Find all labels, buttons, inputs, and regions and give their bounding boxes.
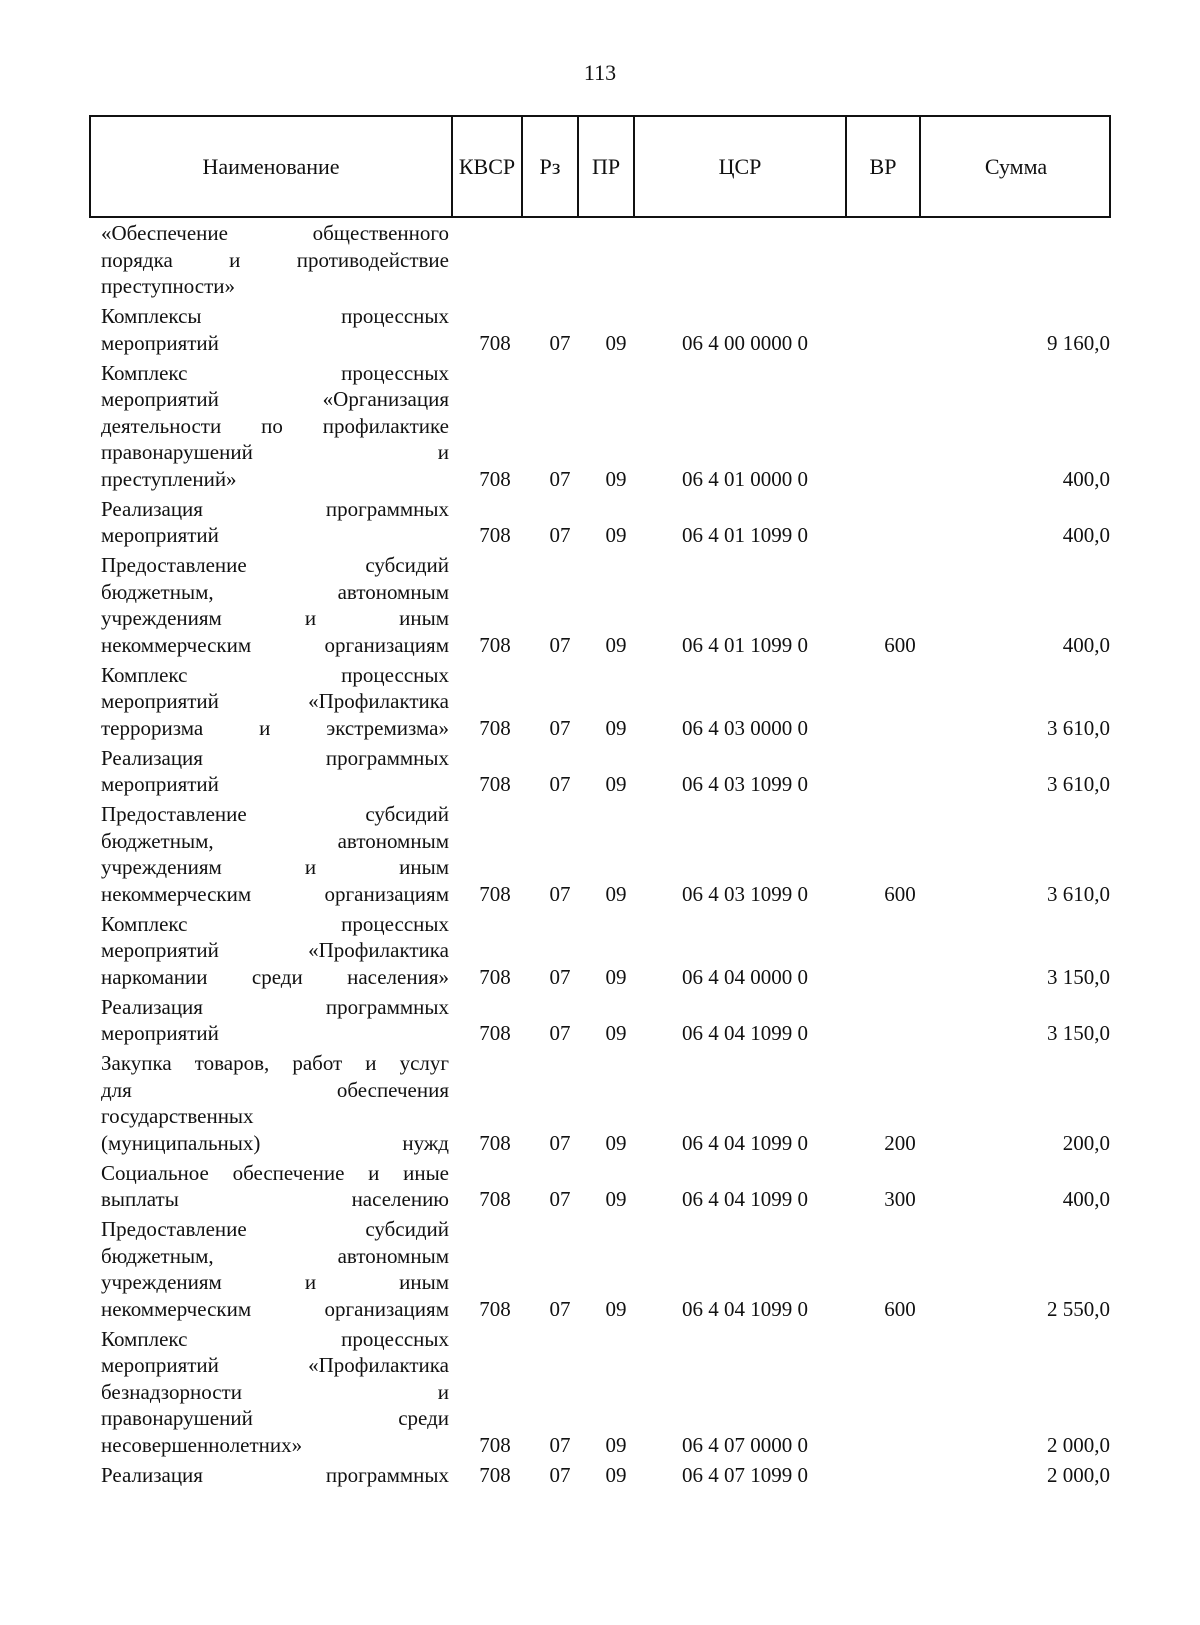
row-name-line: бюджетным, автономным: [101, 828, 449, 853]
column-header-kvsr: КВСР: [458, 153, 516, 179]
row-pr: 09: [605, 632, 627, 657]
row-rz: 07: [549, 715, 571, 740]
row-pr: 09: [605, 1296, 627, 1321]
row-kvsr: 708: [479, 1021, 511, 1045]
row-name-line: некоммерческим организациям: [101, 632, 449, 657]
column-header-vr: ВР: [869, 153, 897, 179]
row-kvsr: 708: [479, 881, 511, 906]
table-row: [0, 1050, 1200, 1156]
row-sum: 9 160,0: [1047, 330, 1110, 355]
row-csr: 06 4 01 1099 0: [682, 523, 808, 547]
row-csr: 06 4 03 1099 0: [682, 772, 808, 796]
row-vr: 600: [884, 632, 916, 657]
row-name-line: Комплекс процессных: [101, 360, 449, 385]
row-rz: 07: [549, 632, 571, 657]
table-row: [0, 552, 1200, 658]
row-rz: 07: [549, 330, 571, 355]
row-sum: 400,0: [1062, 1187, 1110, 1211]
row-rz: 07: [549, 1432, 571, 1457]
row-name-line: мероприятий: [101, 1021, 219, 1045]
row-rz: 07: [549, 1187, 571, 1211]
row-name-line: терроризма и экстремизма»: [101, 715, 449, 740]
row-name-line: наркомании среди населения»: [101, 964, 449, 989]
row-pr: 09: [605, 1130, 627, 1155]
row-rz: 07: [549, 1296, 571, 1321]
row-vr: 600: [884, 881, 916, 906]
row-kvsr: 708: [479, 1130, 511, 1155]
row-sum: 400,0: [1062, 632, 1110, 657]
row-pr: 09: [605, 1021, 627, 1045]
row-vr: 600: [884, 1296, 916, 1321]
row-pr: 09: [605, 523, 627, 547]
row-name: [101, 994, 449, 1047]
row-name: [101, 662, 449, 742]
table-row: [0, 911, 1200, 991]
row-name: [101, 745, 449, 798]
row-name-line: правонарушений и: [101, 440, 449, 464]
row-pr: 09: [605, 1187, 627, 1211]
row-kvsr: 708: [479, 523, 511, 547]
table-row: [0, 360, 1200, 493]
row-name-line: (муниципальных) нужд: [101, 1130, 449, 1155]
table-row: [0, 1462, 1200, 1489]
row-sum: 200,0: [1062, 1130, 1110, 1155]
row-rz: 07: [549, 1021, 571, 1045]
table-header: [89, 115, 1111, 218]
table-row: [0, 745, 1200, 798]
row-csr: 06 4 01 1099 0: [682, 632, 808, 657]
row-name-line: учреждениям и иным: [101, 1270, 449, 1294]
row-sum: 3 610,0: [1047, 715, 1110, 740]
row-name-line: некоммерческим организациям: [101, 1296, 449, 1321]
row-name-line: Закупка товаров, работ и услуг: [101, 1051, 449, 1075]
row-csr: 06 4 04 1099 0: [682, 1187, 808, 1211]
row-rz: 07: [549, 1462, 571, 1487]
row-sum: 3 610,0: [1047, 772, 1110, 796]
row-name: [101, 801, 449, 907]
row-sum: 2 000,0: [1047, 1462, 1110, 1487]
column-header-sum: Сумма: [984, 153, 1048, 179]
row-name-line: для обеспечения: [101, 1077, 449, 1102]
row-name-line: некоммерческим организациям: [101, 881, 449, 906]
row-kvsr: 708: [479, 1296, 511, 1321]
row-name-line: выплаты населению: [101, 1187, 449, 1211]
column-header-csr: ЦСР: [718, 153, 762, 179]
table-row: [0, 662, 1200, 742]
row-vr: 200: [884, 1130, 916, 1155]
row-kvsr: 708: [479, 964, 511, 989]
row-sum: 2 000,0: [1047, 1432, 1110, 1457]
row-rz: 07: [549, 772, 571, 796]
row-name-line: учреждениям и иным: [101, 606, 449, 630]
table-row: [0, 1326, 1200, 1459]
row-name: [101, 220, 449, 300]
row-name-line: учреждениям и иным: [101, 855, 449, 879]
row-csr: 06 4 04 0000 0: [682, 964, 808, 989]
row-pr: 09: [605, 715, 627, 740]
row-kvsr: 708: [479, 1462, 511, 1487]
row-sum: 2 550,0: [1047, 1296, 1110, 1321]
page-number: 113: [583, 60, 617, 85]
row-name-line: безнадзорности и: [101, 1379, 449, 1404]
row-kvsr: 708: [479, 632, 511, 657]
row-sum: 3 150,0: [1047, 1021, 1110, 1045]
row-name-line: деятельности по профилактике: [101, 413, 449, 438]
table-row: [0, 220, 1200, 300]
row-sum: 400,0: [1062, 523, 1110, 547]
row-pr: 09: [605, 964, 627, 989]
row-name-line: преступлений»: [101, 466, 237, 491]
row-rz: 07: [549, 1130, 571, 1155]
row-csr: 06 4 04 1099 0: [682, 1021, 808, 1045]
row-name-line: мероприятий «Профилактика: [101, 938, 449, 962]
table-row: [0, 801, 1200, 907]
row-name-line: государственных: [101, 1104, 254, 1128]
row-csr: 06 4 01 0000 0: [682, 466, 808, 491]
row-name: [101, 1216, 449, 1322]
row-name: [101, 360, 449, 493]
row-name-line: бюджетным, автономным: [101, 1243, 449, 1268]
row-name-line: Комплекс процессных: [101, 1326, 449, 1351]
row-name-line: Комплекс процессных: [101, 911, 449, 936]
row-name-line: бюджетным, автономным: [101, 579, 449, 604]
row-kvsr: 708: [479, 330, 511, 355]
table-row: [0, 994, 1200, 1047]
row-name: [101, 1462, 449, 1489]
row-name-line: порядка и противодействие: [101, 247, 449, 272]
row-name-line: несовершеннолетних»: [101, 1432, 303, 1457]
row-name-line: Реализация программных: [101, 496, 449, 521]
row-csr: 06 4 03 1099 0: [682, 881, 808, 906]
row-name-line: правонарушений среди: [101, 1406, 449, 1430]
row-name-line: преступности»: [101, 274, 236, 298]
row-name-line: мероприятий «Профилактика: [101, 689, 449, 713]
row-name-line: мероприятий: [101, 523, 219, 547]
row-kvsr: 708: [479, 715, 511, 740]
row-rz: 07: [549, 964, 571, 989]
row-name-line: мероприятий «Организация: [101, 387, 449, 411]
row-pr: 09: [605, 772, 627, 796]
row-name-line: Реализация программных: [101, 745, 449, 770]
row-kvsr: 708: [479, 772, 511, 796]
row-rz: 07: [549, 523, 571, 547]
row-rz: 07: [549, 881, 571, 906]
row-csr: 06 4 03 0000 0: [682, 715, 808, 740]
row-rz: 07: [549, 466, 571, 491]
row-pr: 09: [605, 1432, 627, 1457]
row-pr: 09: [605, 881, 627, 906]
row-pr: 09: [605, 466, 627, 491]
row-sum: 400,0: [1062, 466, 1110, 491]
row-pr: 09: [605, 1462, 627, 1487]
row-name: [101, 1326, 449, 1459]
row-sum: 3 610,0: [1047, 881, 1110, 906]
row-name-line: Комплекс процессных: [101, 662, 449, 687]
table-row: [0, 1160, 1200, 1213]
column-header-name: Наименование: [202, 153, 340, 179]
row-name-line: Предоставление субсидий: [101, 802, 449, 826]
row-name-line: Реализация программных: [101, 1462, 449, 1487]
row-name-line: Комплексы процессных: [101, 304, 449, 328]
row-vr: 300: [884, 1187, 916, 1211]
row-kvsr: 708: [479, 466, 511, 491]
row-name-line: Предоставление субсидий: [101, 1217, 449, 1241]
row-csr: 06 4 04 1099 0: [682, 1130, 808, 1155]
row-name-line: Социальное обеспечение и иные: [101, 1160, 449, 1185]
column-header-rz: Рз: [539, 153, 561, 179]
row-sum: 3 150,0: [1047, 964, 1110, 989]
row-kvsr: 708: [479, 1187, 511, 1211]
row-name: [101, 496, 449, 549]
row-csr: 06 4 07 1099 0: [682, 1462, 808, 1487]
row-name-line: Предоставление субсидий: [101, 553, 449, 577]
table-row: [0, 496, 1200, 549]
row-name-line: мероприятий «Профилактика: [101, 1353, 449, 1377]
row-name-line: мероприятий: [101, 330, 219, 355]
row-name-line: мероприятий: [101, 772, 219, 796]
row-kvsr: 708: [479, 1432, 511, 1457]
row-pr: 09: [605, 330, 627, 355]
row-name: [101, 552, 449, 658]
table-row: [0, 1216, 1200, 1322]
row-name-line: «Обеспечение общественного: [101, 221, 449, 245]
row-name-line: Реализация программных: [101, 994, 449, 1019]
row-name: [101, 1160, 449, 1213]
row-name: [101, 911, 449, 991]
row-name: [101, 303, 449, 356]
column-header-pr: ПР: [591, 153, 621, 179]
row-csr: 06 4 07 0000 0: [682, 1432, 808, 1457]
row-csr: 06 4 00 0000 0: [682, 330, 808, 355]
row-name: [101, 1050, 449, 1156]
table-row: [0, 303, 1200, 356]
row-csr: 06 4 04 1099 0: [682, 1296, 808, 1321]
